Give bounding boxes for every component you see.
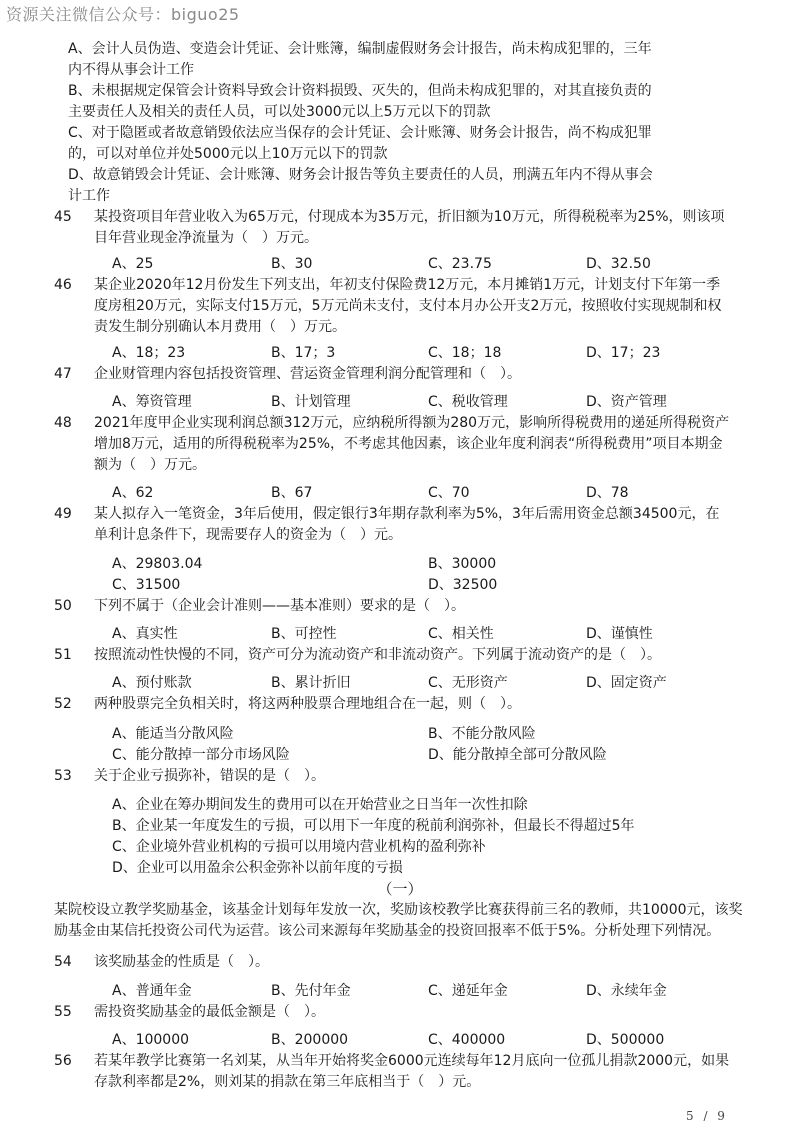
- question-number: 52: [54, 696, 72, 712]
- question-text: 关于企业亏损弥补，错误的是（ ）。: [94, 768, 325, 784]
- case-text: 某院校设立教学奖励基金，该基金计划每年发放一次，奖励该校教学比赛获得前三名的教师，共10000元，该奖: [54, 902, 743, 918]
- option-a[interactable]: A、62: [112, 485, 154, 501]
- text-line: D、故意销毁会计凭证、会计账簿、财务会计报告等负主要责任的人员，刑满五年内不得从事会: [68, 167, 653, 183]
- question-text: 额为（ ）万元。: [94, 457, 206, 473]
- option-c[interactable]: C、23.75: [428, 256, 492, 272]
- option-b[interactable]: B、先付年金: [271, 983, 351, 999]
- option-a[interactable]: A、能适当分散风险: [112, 726, 234, 742]
- question-text: 单利计息条件下，现需要存人的资金为（ ）元。: [94, 527, 402, 543]
- text-line: 计工作: [68, 188, 110, 204]
- page-indicator: 5 / 9: [686, 1109, 725, 1123]
- option-b[interactable]: B、企业某一年度发生的亏损，可以用下一年度的税前利润弥补，但最长不得超过5年: [112, 818, 635, 834]
- question-text: 存款利率都是2%，则刘某的捐款在第三年底相当于（ ）元。: [94, 1074, 481, 1090]
- question-number: 49: [54, 506, 72, 522]
- text-line: C、对于隐匿或者故意销毁依法应当保存的会计凭证、会计账簿、财务会计报告，尚不构成犯罪: [68, 125, 652, 141]
- option-d[interactable]: D、资产管理: [586, 394, 667, 410]
- option-d[interactable]: D、企业可以用盈余公积金弥补以前年度的亏损: [112, 860, 403, 876]
- question-text: 2021年度甲企业实现利润总额312万元，应纳税所得额为280万元，影响所得税费用的递延所得税资产: [94, 415, 730, 431]
- option-c[interactable]: C、税收管理: [428, 394, 508, 410]
- option-b[interactable]: B、200000: [271, 1032, 349, 1048]
- question-number: 53: [54, 768, 72, 784]
- option-b[interactable]: B、30000: [428, 556, 497, 572]
- option-d[interactable]: D、32.50: [586, 256, 651, 272]
- text-line: 的，可以对单位并处5000元以上10万元以下的罚款: [68, 146, 388, 162]
- option-c[interactable]: C、18；18: [428, 345, 502, 361]
- question-number: 55: [54, 1004, 72, 1020]
- question-text: 需投资奖励基金的最低金额是（ ）。: [94, 1004, 325, 1020]
- option-d[interactable]: D、32500: [428, 577, 498, 593]
- text-line: 主要责任人及相关的责任人员，可以处3000元以上5万元以下的罚款: [68, 104, 491, 120]
- option-b[interactable]: B、67: [271, 485, 313, 501]
- question-text: 增加8万元，适用的所得税税率为25%，不考虑其他因素，该企业年度利润表“所得税费用”项目本期金: [94, 436, 723, 452]
- question-number: 54: [54, 954, 72, 970]
- question-number: 48: [54, 415, 72, 431]
- option-a[interactable]: A、普通年金: [112, 983, 192, 999]
- question-text: 责发生制分别确认本月费用（ ）万元。: [94, 319, 346, 335]
- option-b[interactable]: B、不能分散风险: [428, 726, 536, 742]
- question-text: 若某年教学比赛第一名刘某，从当年开始将奖金6000元连续每年12月底向一位孤儿捐款2000元，如果: [94, 1053, 730, 1069]
- option-c[interactable]: C、31500: [112, 577, 181, 593]
- question-text: 某人拟存入一笔资金，3年后使用，假定银行3年期存款利率为5%，3年后需用资金总额34500元，在: [94, 506, 720, 522]
- question-number: 50: [54, 598, 72, 614]
- option-d[interactable]: D、谨慎性: [586, 626, 653, 642]
- option-d[interactable]: D、能分散掉全部可分散风险: [428, 747, 607, 763]
- option-d[interactable]: D、永续年金: [586, 983, 667, 999]
- section-title: （一）: [377, 880, 423, 898]
- option-c[interactable]: C、无形资产: [428, 675, 508, 691]
- option-a[interactable]: A、18；23: [112, 345, 186, 361]
- question-text: 某企业2020年12月份发生下列支出，年初支付保险费12万元，本月摊销1万元，计划支付下年第一季: [94, 277, 721, 293]
- question-text: 该奖励基金的性质是（ ）。: [94, 954, 269, 970]
- question-text: 度房租20万元，实际支付15万元，5万元尚未支付，支付本月办公开支2万元，按照收付实现规制和权: [94, 298, 722, 314]
- option-d[interactable]: D、500000: [586, 1032, 665, 1048]
- case-text: 励基金由某信托投资公司代为运营。该公司来源每年奖励基金的投资回报率不低于5%。分析处理下列情况。: [54, 923, 721, 939]
- option-c[interactable]: C、递延年金: [428, 983, 508, 999]
- option-d[interactable]: D、17；23: [586, 345, 661, 361]
- question-number: 56: [54, 1053, 72, 1069]
- option-c[interactable]: C、能分散掉一部分市场风险: [112, 747, 290, 763]
- option-b[interactable]: B、可控性: [271, 626, 337, 642]
- option-b[interactable]: B、计划管理: [271, 394, 351, 410]
- question-text: 两种股票完全负相关时，将这两种股票合理地组合在一起，则（ ）。: [94, 696, 521, 712]
- option-c[interactable]: C、相关性: [428, 626, 494, 642]
- option-a[interactable]: A、29803.04: [112, 556, 203, 572]
- option-a[interactable]: A、企业在筹办期间发生的费用可以在开始营业之日当年一次性扣除: [112, 797, 528, 813]
- option-b[interactable]: B、30: [271, 256, 313, 272]
- text-line: 内不得从事会计工作: [68, 62, 194, 78]
- question-text: 目年营业现金净流量为（ ）万元。: [94, 230, 318, 246]
- option-d[interactable]: D、固定资产: [586, 675, 667, 691]
- option-b[interactable]: B、累计折旧: [271, 675, 351, 691]
- option-c[interactable]: C、70: [428, 485, 470, 501]
- text-line: A、会计人员伪造、变造会计凭证、会计账簿，编制虚假财务会计报告，尚未构成犯罪的，三年: [68, 41, 652, 57]
- question-number: 45: [54, 209, 72, 225]
- option-c[interactable]: C、企业境外营业机构的亏损可以用境内营业机构的盈利弥补: [112, 839, 486, 855]
- watermark-text: 资源关注微信公众号：biguo25: [6, 5, 240, 24]
- text-line: B、未根据规定保管会计资料导致会计资料损毁、灭失的，但尚未构成犯罪的，对其直接负责的: [68, 83, 652, 99]
- option-c[interactable]: C、400000: [428, 1032, 506, 1048]
- question-text: 下列不属于（企业会计准则——基本准则）要求的是（ ）。: [94, 598, 465, 614]
- option-a[interactable]: A、25: [112, 256, 154, 272]
- question-number: 46: [54, 277, 72, 293]
- option-a[interactable]: A、100000: [112, 1032, 190, 1048]
- question-text: 企业财管理内容包括投资管理、营运资金管理利润分配管理和（ ）。: [94, 366, 521, 382]
- option-a[interactable]: A、预付账款: [112, 675, 192, 691]
- option-a[interactable]: A、真实性: [112, 626, 178, 642]
- option-b[interactable]: B、17；3: [271, 345, 336, 361]
- question-number: 51: [54, 647, 72, 663]
- question-text: 某投资项目年营业收入为65万元，付现成本为35万元，折旧额为10万元，所得税税率为25%，则该项: [94, 209, 725, 225]
- question-text: 按照流动性快慢的不同，资产可分为流动资产和非流动资产。下列属于流动资产的是（ ）。: [94, 647, 661, 663]
- option-a[interactable]: A、筹资管理: [112, 394, 192, 410]
- question-number: 47: [54, 366, 72, 382]
- option-d[interactable]: D、78: [586, 485, 629, 501]
